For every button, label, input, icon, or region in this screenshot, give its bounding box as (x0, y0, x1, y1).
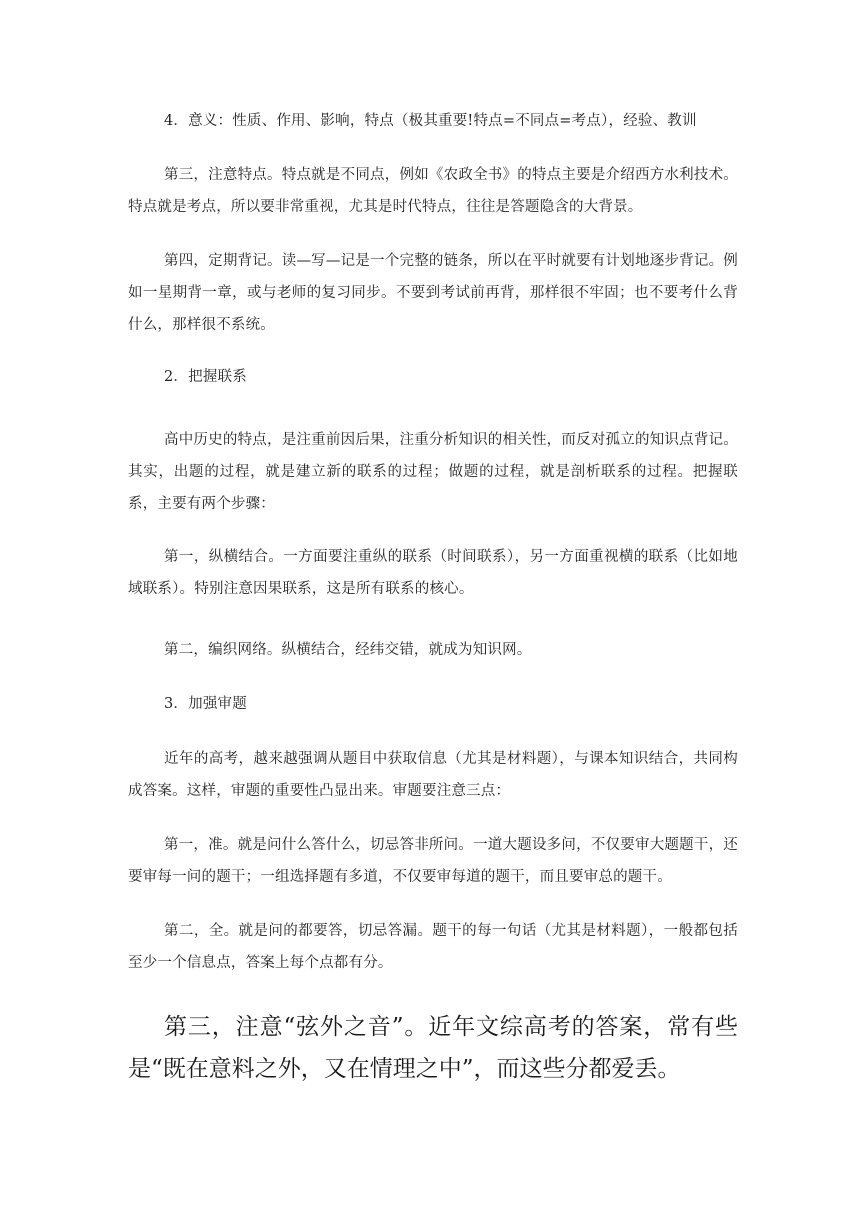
paragraph-accurate: 第一，准。就是问什么答什么，切忌答非所问。一道大题设多问，不仅要审大题题干，还要审每一问的题干；一组选择题有多道，不仅要审每道的题干，而且要审总的题干。 (128, 837, 738, 885)
paragraph-note-features: 第三，注意特点。特点就是不同点，例如《农政全书》的特点主要是介绍西方水利技术。特点就是考点，所以要非常重视，尤其是时代特点，往往是答题隐含的大背景。 (128, 167, 738, 215)
paragraph-implied-meaning: 第三，注意“弦外之音”。近年文综高考的答案，常有些是“既在意料之外，又在情理之中”，而这些分都爱丢。 (128, 1014, 738, 1082)
heading-strengthen-review: 3．加强审题 (164, 696, 247, 712)
paragraph-knowledge-network: 第二，编织网络。纵横结合，经纬交错，就成为知识网。 (164, 642, 532, 658)
paragraph-significance: 4．意义：性质、作用、影响，特点（极其重要!特点=不同点=考点），经验、教训 (164, 113, 697, 129)
paragraph-history-features: 高中历史的特点，是注重前因后果，注重分析知识的相关性，而反对孤立的知识点背记。其实，出题的过程，就是建立新的联系的过程；做题的过程，就是剖析联系的过程。把握联系，主要有两个步骤： (128, 432, 738, 512)
paragraph-regular-memorize: 第四，定期背记。读—写—记是一个完整的链条，所以在平时就要有计划地逐步背记。例如一星期背一章，或与老师的复习同步。不要到考试前再背，那样很不牢固；也不要考什么背什么，那样很不系统。 (128, 253, 738, 333)
paragraph-recent-exams: 近年的高考，越来越强调从题目中获取信息（尤其是材料题），与课本知识结合，共同构成答案。这样，审题的重要性凸显出来。审题要注意三点： (128, 751, 738, 799)
paragraph-complete: 第二，全。就是问的都要答，切忌答漏。题干的每一句话（尤其是材料题），一般都包括至少一个信息点，答案上每个点都有分。 (128, 923, 738, 971)
paragraph-vertical-horizontal: 第一，纵横结合。一方面要注重纵的联系（时间联系），另一方面重视横的联系（比如地域联系）。特别注意因果联系，这是所有联系的核心。 (128, 549, 738, 597)
heading-grasp-connections: 2．把握联系 (164, 369, 247, 385)
